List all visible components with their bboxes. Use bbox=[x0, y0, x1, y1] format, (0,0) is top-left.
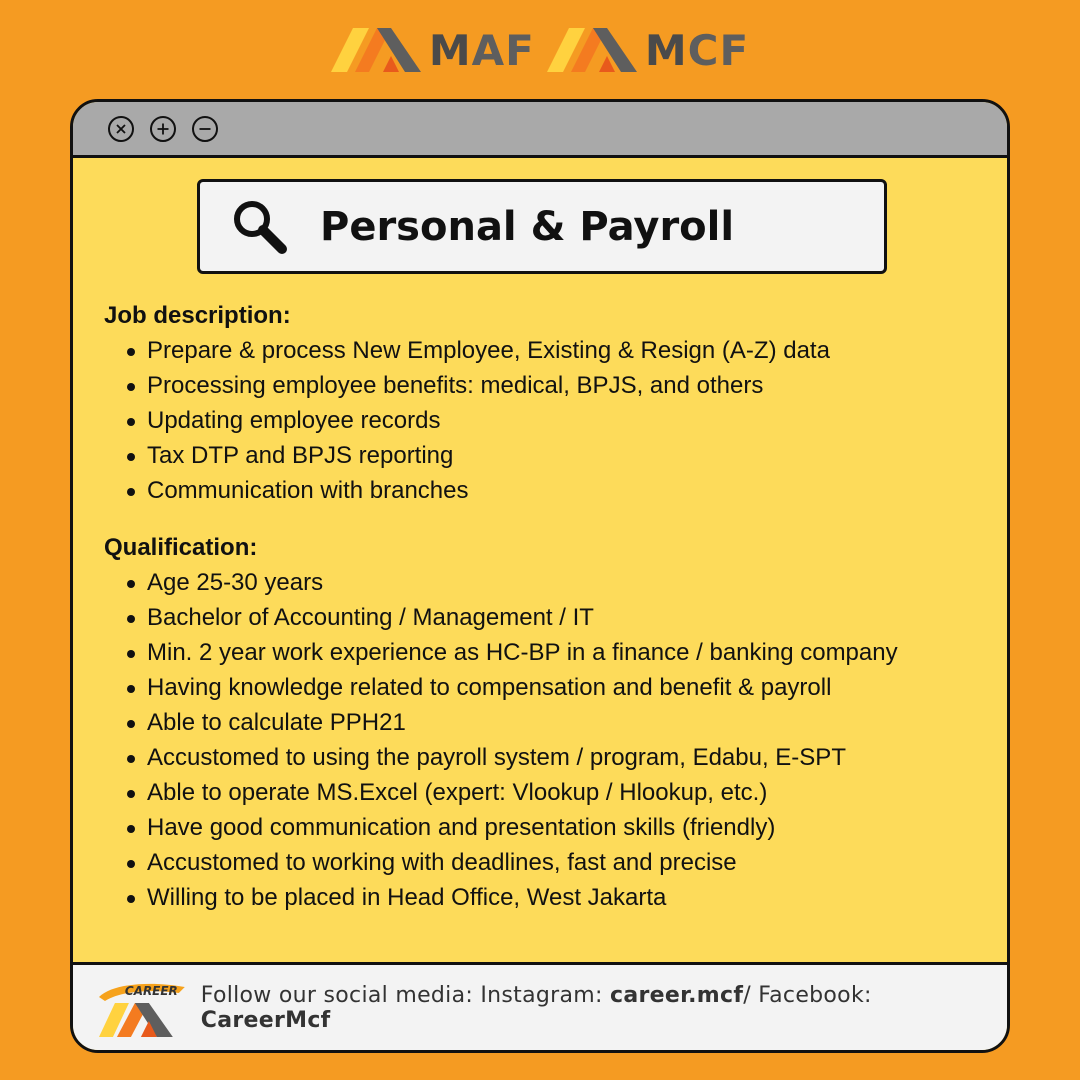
list-item: Min. 2 year work experience as HC-BP in a finance / banking company bbox=[147, 635, 984, 670]
job-description-list bbox=[104, 333, 984, 508]
maf-logo-mark-icon bbox=[331, 26, 423, 74]
qualification-list bbox=[104, 565, 984, 915]
list-item: Age 25-30 years bbox=[147, 565, 984, 600]
facebook-handle[interactable]: CareerMcf bbox=[200, 1007, 331, 1033]
window-titlebar bbox=[73, 102, 1007, 158]
search-icon bbox=[230, 197, 290, 257]
social-footer bbox=[73, 962, 1007, 1050]
career-logo-icon bbox=[93, 977, 189, 1039]
list-item: Able to calculate PPH21 bbox=[147, 705, 984, 740]
list-item: Tax DTP and BPJS reporting bbox=[147, 438, 984, 473]
list-item: Having knowledge related to compensation and benefit & payroll bbox=[147, 670, 984, 705]
minimize-window-button[interactable] bbox=[192, 116, 218, 142]
plus-icon bbox=[156, 122, 170, 136]
list-item: Able to operate MS.Excel (expert: Vlookup / Hlookup, etc.) bbox=[147, 775, 984, 810]
list-item: Prepare & process New Employee, Existing & Resign (A-Z) data bbox=[147, 333, 984, 368]
career-logo-text: CAREER bbox=[124, 983, 178, 998]
mcf-logo-text: MCF bbox=[644, 25, 750, 75]
close-window-button[interactable] bbox=[108, 116, 134, 142]
list-item: Have good communication and presentation skills (friendly) bbox=[147, 810, 984, 845]
qualification-heading: Qualification: bbox=[104, 534, 258, 561]
list-item: Processing employee benefits: medical, BPJS, and others bbox=[147, 368, 984, 403]
job-details bbox=[104, 298, 984, 915]
mcf-logo bbox=[547, 26, 749, 75]
list-item: Updating employee records bbox=[147, 403, 984, 438]
job-window bbox=[70, 99, 1010, 1053]
list-item: Willing to be placed in Head Office, West Jakarta bbox=[147, 880, 984, 915]
instagram-handle[interactable]: career.mcf bbox=[610, 982, 744, 1008]
maf-logo-text: MAF bbox=[428, 25, 535, 75]
list-item: Bachelor of Accounting / Management / IT bbox=[147, 600, 984, 635]
maximize-window-button[interactable] bbox=[150, 116, 176, 142]
social-media-text: Follow our social media: Instagram: career.mcf/ Facebook: CareerMcf bbox=[200, 982, 872, 1033]
list-item: Accustomed to working with deadlines, fast and precise bbox=[147, 845, 984, 880]
minus-icon bbox=[198, 122, 212, 136]
mcf-logo-mark-icon bbox=[547, 26, 639, 74]
list-item: Accustomed to using the payroll system / program, Edabu, E-SPT bbox=[147, 740, 984, 775]
search-bar[interactable] bbox=[197, 179, 887, 274]
list-item: Communication with branches bbox=[147, 473, 984, 508]
brand-bar bbox=[0, 20, 1080, 80]
job-description-heading: Job description: bbox=[104, 302, 291, 329]
maf-logo bbox=[331, 26, 535, 75]
search-query-text: Personal & Payroll bbox=[320, 203, 735, 250]
close-icon bbox=[114, 122, 128, 136]
